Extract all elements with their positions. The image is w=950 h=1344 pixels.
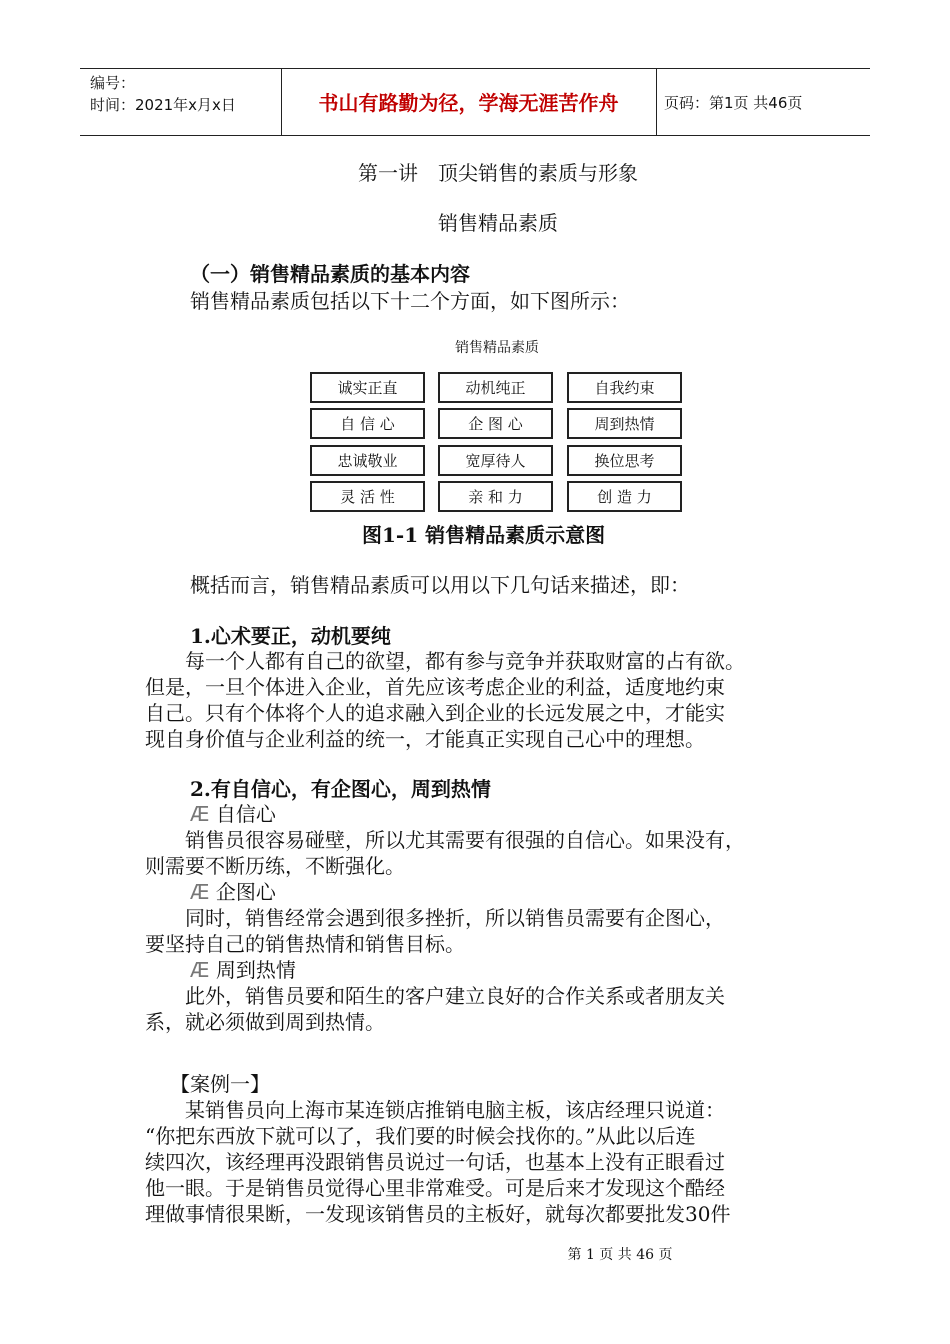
- diagram-cell: 企 图 心: [438, 408, 553, 439]
- point1-line: 但是，一旦个体进入企业，首先应该考虑企业的利益，适度地约束: [145, 675, 725, 699]
- case1-body: [145, 1097, 810, 1227]
- body-line: 同时，销售经常会遇到很多挫折，所以销售员需要有企图心，: [145, 906, 725, 930]
- diagram-cell: 忠诚敬业: [310, 445, 425, 476]
- bullet-icon: Æ: [190, 958, 210, 982]
- diagram-cell: 宽厚待人: [438, 445, 553, 476]
- bullet-icon: Æ: [190, 880, 210, 904]
- header-page-info: 页码：第1页 共46页: [664, 94, 803, 112]
- body-line: 销售员很容易碰壁，所以尤其需要有很强的自信心。如果没有，: [145, 828, 745, 852]
- diagram-cell: 自 信 心: [310, 408, 425, 439]
- point1-line: 现自身价值与企业利益的统一，才能真正实现自己心中的理想。: [145, 727, 705, 751]
- point1-line: 每一个人都有自己的欲望，都有参与竞争并获取财富的占有欲。: [145, 649, 745, 673]
- case1-heading: 【案例一】: [160, 1072, 270, 1096]
- header-time: 时间：2021年x月x日: [90, 96, 236, 114]
- point2-warmth-body: [145, 983, 810, 1035]
- point1-heading: 1.心术要正，动机要纯: [190, 624, 391, 648]
- point2-item-ambition: [190, 879, 276, 905]
- point1-line: 自己。只有个体将个人的追求融入到企业的长远发展之中，才能实: [145, 701, 725, 725]
- header-number: 编号：: [90, 74, 136, 92]
- case1-line: 续四次，该经理再没跟销售员说过一句话，也基本上没有正眼看过: [145, 1150, 725, 1174]
- item-label: 企图心: [215, 880, 276, 904]
- header-bottom-border: [80, 135, 870, 136]
- header-divider-left: [281, 68, 282, 136]
- point2-item-warmth: [190, 957, 296, 983]
- header-motto: 书山有路勤为径，学海无涯苦作舟: [318, 91, 619, 115]
- header-top-border: [80, 68, 870, 69]
- page-footer: 第 1 页 共 46 页: [567, 1247, 673, 1263]
- case1-line: 理做事情很果断，一发现该销售员的主板好，就每次都要批发30件: [145, 1202, 731, 1226]
- section1-intro: 销售精品素质包括以下十二个方面，如下图所示：: [190, 289, 630, 313]
- header-meta: [90, 72, 236, 116]
- diagram-cell: 自我约束: [567, 372, 682, 403]
- bullet-icon: Æ: [190, 802, 210, 826]
- case1-line: “你把东西放下就可以了，我们要的时候会找你的。”从此以后连: [145, 1124, 696, 1148]
- diagram-title: 销售精品素质: [455, 340, 539, 356]
- body-line: 则需要不断历练，不断强化。: [145, 854, 405, 878]
- point2-ambition-body: [145, 905, 810, 957]
- summary-text: 概括而言，销售精品素质可以用以下几句话来描述，即：: [190, 573, 690, 597]
- header-divider-right: [656, 68, 657, 136]
- diagram-cell: 诚实正直: [310, 372, 425, 403]
- body-line: 系，就必须做到周到热情。: [145, 1010, 385, 1034]
- diagram-cell: 动机纯正: [438, 372, 553, 403]
- body-line: 此外，销售员要和陌生的客户建立良好的合作关系或者朋友关: [145, 984, 725, 1008]
- lecture-title: 第一讲 顶尖销售的素质与形象: [358, 161, 638, 185]
- body-line: 要坚持自己的销售热情和销售目标。: [145, 932, 465, 956]
- diagram-cell: 亲 和 力: [438, 481, 553, 512]
- case1-line: 他一眼。于是销售员觉得心里非常难受。可是后来才发现这个酷经: [145, 1176, 725, 1200]
- point1-body: [145, 648, 810, 752]
- section1-heading: （一）销售精品素质的基本内容: [190, 262, 470, 286]
- diagram-cell: 换位思考: [567, 445, 682, 476]
- point2-item-confidence: [190, 801, 276, 827]
- lecture-subtitle: 销售精品素质: [438, 211, 558, 235]
- item-label: 自信心: [215, 802, 276, 826]
- case1-line: 某销售员向上海市某连锁店推销电脑主板，该店经理只说道：: [145, 1098, 725, 1122]
- item-label: 周到热情: [215, 958, 296, 982]
- point2-heading: 2.有自信心，有企图心，周到热情: [190, 777, 491, 801]
- diagram-cell: 灵 活 性: [310, 481, 425, 512]
- diagram-cell: 周到热情: [567, 408, 682, 439]
- figure-caption: 图1-1 销售精品素质示意图: [362, 523, 606, 547]
- point2-confidence-body: [145, 827, 810, 879]
- diagram-cell: 创 造 力: [567, 481, 682, 512]
